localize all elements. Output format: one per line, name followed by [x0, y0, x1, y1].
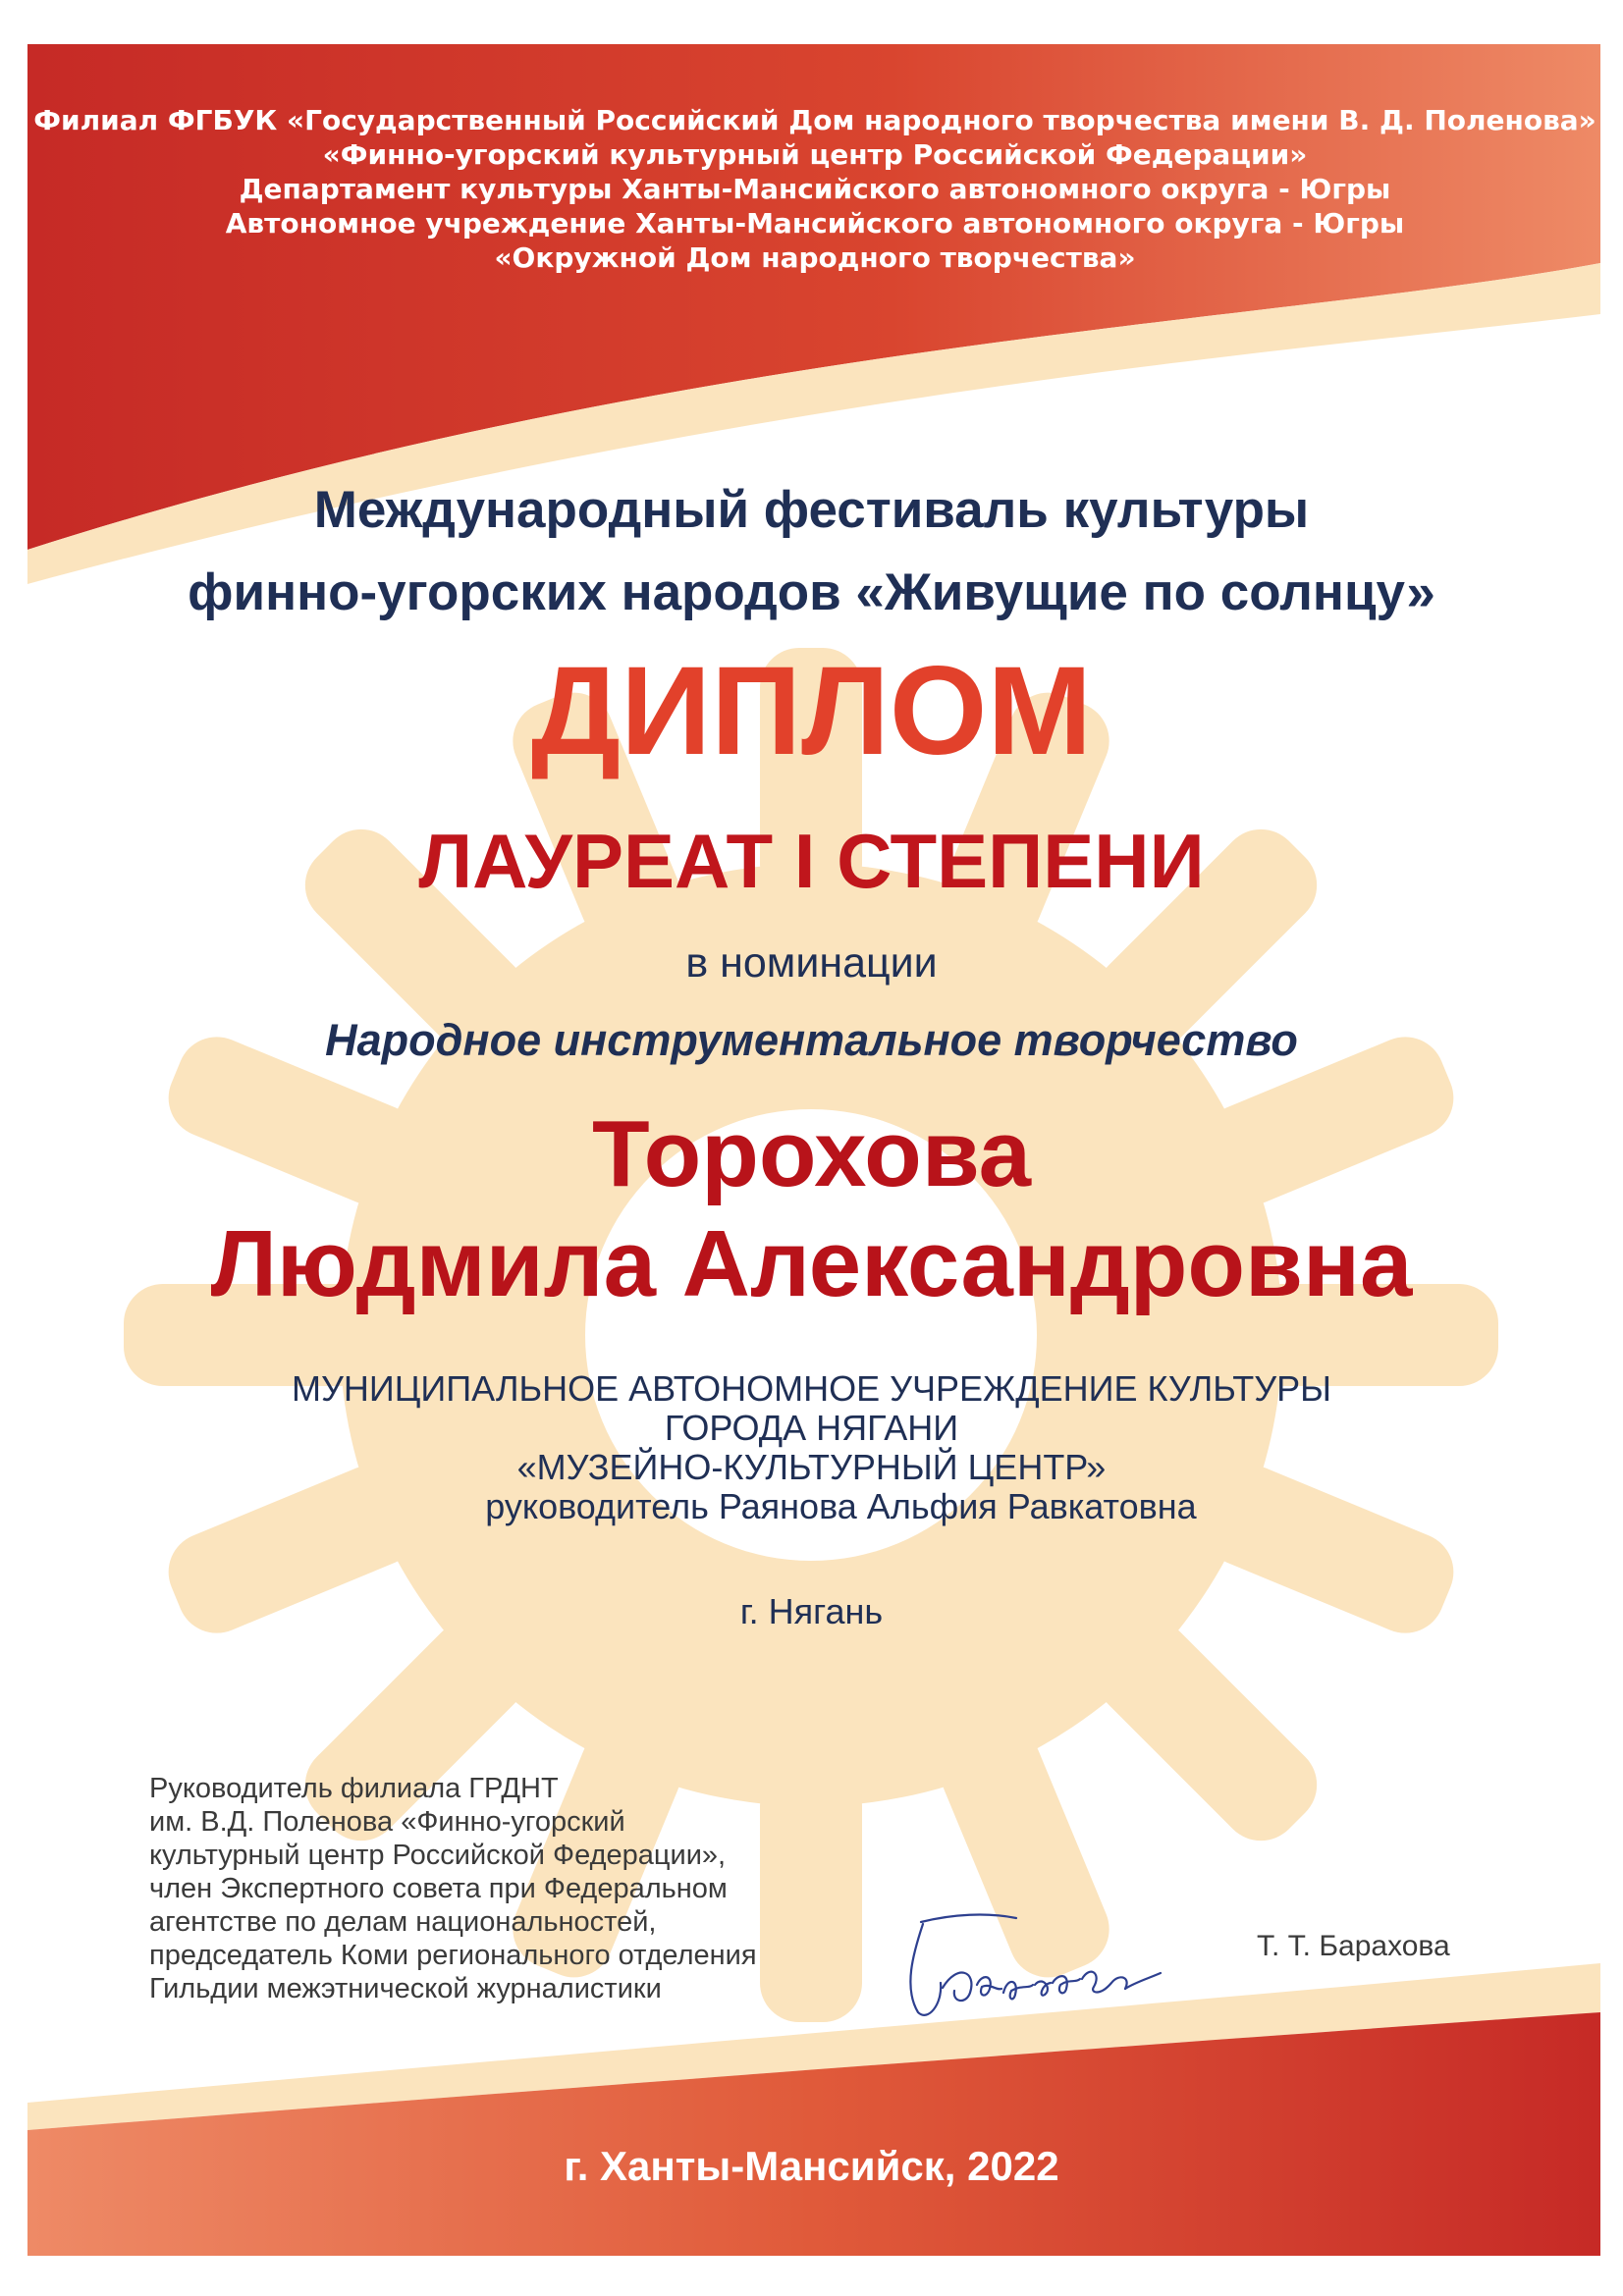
- header-organizations: [29, 103, 1600, 275]
- recipient-name: [0, 1099, 1623, 1319]
- signatory-name: Т. Т. Барахова: [1257, 1930, 1450, 1962]
- footer-place-year: г. Ханты-Мансийск, 2022: [564, 2143, 1059, 2189]
- header-line: Филиал ФГБУК «Государственный Российский Дом народного творчества имени В. Д. Поленова»: [33, 104, 1596, 136]
- diploma-title: ДИПЛОМ: [530, 641, 1093, 781]
- signatory-title-line: им. В.Д. Поленова «Финно-угорский: [149, 1806, 625, 1838]
- signatory-title-line: Руководитель филиала ГРДНТ: [149, 1773, 559, 1804]
- header-line: «Финно-угорский культурный центр Российской Федерации»: [322, 138, 1308, 171]
- handwritten-signature: [884, 1895, 1198, 2032]
- organization-line: МУНИЦИПАЛЬНОЕ АВТОНОМНОЕ УЧРЕЖДЕНИЕ КУЛЬТУРЫ: [291, 1368, 1331, 1409]
- recipient-surname: Торохова: [592, 1101, 1031, 1206]
- festival-title-line: Международный фестиваль культуры: [313, 481, 1310, 539]
- signatory-title-line: агентстве по делам национальностей,: [149, 1906, 657, 1938]
- signatory-title: [149, 1772, 895, 2005]
- nomination-label: в номинации: [685, 939, 938, 987]
- nomination-name: Народное инструментальное творчество: [325, 1015, 1298, 1065]
- signatory-title-line: Гильдии межэтнической журналистики: [149, 1973, 662, 2004]
- festival-title: [0, 469, 1623, 634]
- organization-block: [0, 1369, 1623, 1526]
- signatory-title-line: председатель Коми регионального отделения: [149, 1940, 757, 1971]
- signatory-title-line: член Экспертного совета при Федеральном: [149, 1873, 728, 1904]
- header-line: Департамент культуры Ханты-Мансийского автономного округа - Югры: [239, 173, 1391, 205]
- recipient-given-names: Людмила Александровна: [210, 1211, 1413, 1316]
- organization-line: «МУЗЕЙНО-КУЛЬТУРНЫЙ ЦЕНТР»: [516, 1447, 1107, 1487]
- header-line: «Окружной Дом народного творчества»: [494, 241, 1136, 274]
- organization-director: руководитель Раянова Альфия Равкатовна: [485, 1486, 1197, 1526]
- signatory-title-line: культурный центр Российской Федерации»,: [149, 1840, 727, 1871]
- recipient-city: г. Нягань: [739, 1591, 884, 1631]
- laureate-degree: ЛАУРЕАТ I СТЕПЕНИ: [418, 818, 1205, 904]
- header-line: Автономное учреждение Ханты-Мансийского автономного округа - Югры: [225, 207, 1405, 240]
- festival-title-line: финно-угорских народов «Живущие по солнцу»: [188, 563, 1435, 621]
- organization-line: ГОРОДА НЯГАНИ: [664, 1408, 959, 1448]
